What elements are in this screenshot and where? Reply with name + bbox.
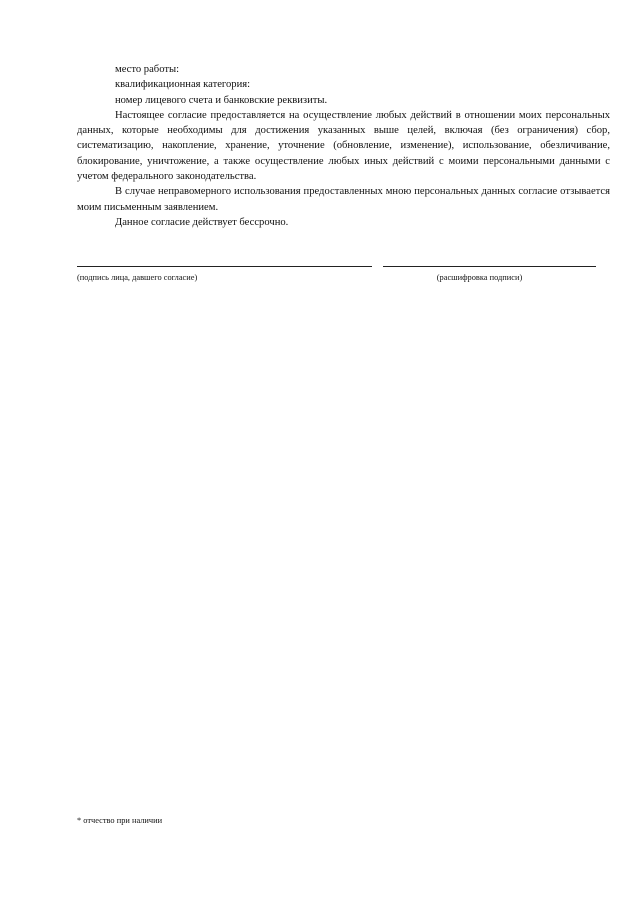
signature-block bbox=[77, 266, 599, 298]
footnote: * отчество при наличии bbox=[77, 816, 163, 825]
signature-line bbox=[77, 266, 372, 267]
qualification-field: квалификационная категория: bbox=[115, 79, 251, 91]
document-body bbox=[77, 62, 610, 230]
signature-decoding-line bbox=[383, 266, 596, 267]
workplace-field: место работы: bbox=[115, 64, 180, 75]
signature-decoding-caption: (расшифровка подписи) bbox=[436, 273, 523, 282]
revocation-paragraph: В случае неправомерного использования предоставленных мною персональных данных согласие отзывается моим письменным заявлением. bbox=[77, 186, 610, 213]
validity-paragraph: Данное согласие действует бессрочно. bbox=[115, 216, 289, 228]
consent-scope-paragraph: Настоящее согласие предоставляется на осуществление любых действий в отношении моих персональных данных, которые необходимы для достижения указанных выше целей, включая (без ограничения) сбор, систематизацию, накопление, хранение, уточнение (обновление, изменение), использование, обезличивание, блокирование, уничтожение, а также осуществление любых иных действий с моими персональными данными с учетом федерального законодательства. bbox=[77, 109, 610, 183]
signature-decoding-field bbox=[383, 266, 596, 283]
signature-caption: (подпись лица, давшего согласие) bbox=[77, 273, 198, 282]
account-field: номер лицевого счета и банковские реквизиты. bbox=[115, 94, 328, 106]
signature-field bbox=[77, 266, 372, 283]
